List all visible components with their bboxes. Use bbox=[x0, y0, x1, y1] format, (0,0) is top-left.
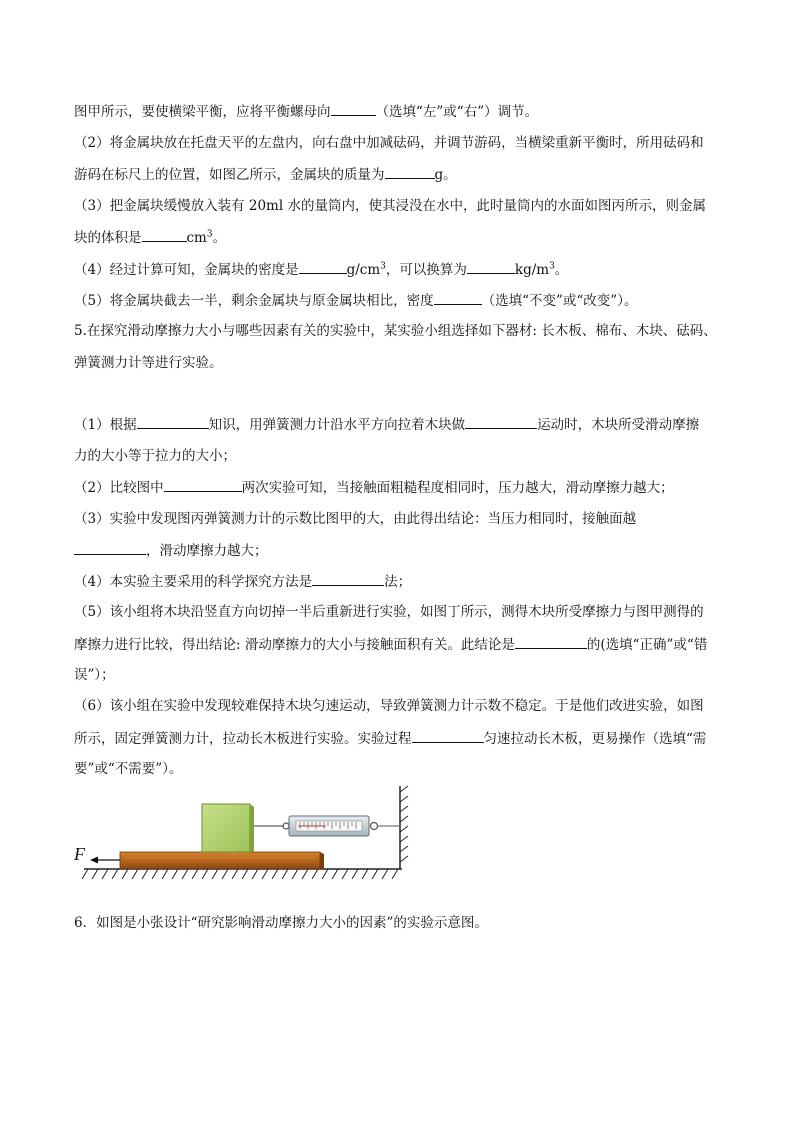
q5-part-2-text: （2）比较图中 bbox=[74, 480, 164, 496]
q5-part-4-text: （4）本实验主要采用的科学探究方法是 bbox=[74, 574, 313, 590]
q4-line-7-suffix: （选填“不变”或“改变”）。 bbox=[481, 293, 638, 309]
q5-intro-1: 5.在探究滑动摩擦力大小与哪些因素有关的实验中，某实验小组选择如下器材: 长木板、棉布、木块、砝码、 bbox=[74, 323, 717, 339]
answer-blank-density-change[interactable] bbox=[434, 291, 482, 305]
q5-part-6a: （6）该小组在实验中发现较难保持木块匀速运动，导致弹簧测力计示数不稳定。于是他们改进实验，如图 bbox=[74, 698, 704, 714]
q5-part-1a-suffix: 运动时，木块所受滑动摩擦 bbox=[537, 417, 700, 433]
q4-line-6-mid: ，可以换算为 bbox=[385, 262, 467, 278]
q4-line-3 bbox=[74, 165, 724, 184]
q4-line-6 bbox=[74, 260, 724, 279]
answer-blank-balance-nut[interactable] bbox=[331, 102, 376, 116]
q5-part-6b-suffix: 匀速拉动长木板，更易操作（选填“需 bbox=[483, 731, 707, 747]
q5-intro-2: 弹簧测力计等进行实验。 bbox=[74, 355, 223, 371]
wooden-block bbox=[202, 804, 254, 852]
unit-exponent: 3 bbox=[206, 229, 213, 240]
answer-blank-method[interactable] bbox=[312, 572, 384, 586]
unit-kg-m3: kg/m bbox=[514, 262, 550, 278]
unit-g-cm3: g/cm bbox=[346, 262, 381, 278]
q4-line-2: （2）将金属块放在托盘天平的左盘内，向右盘中加减砝码，并调节游码，当横梁重新平衡时，所用砝码和 bbox=[74, 135, 704, 151]
q4-line-5 bbox=[74, 228, 724, 247]
q5-part-2-suffix: 两次实验可知，当接触面粗糙程度相同时，压力越大，滑动摩擦力越大； bbox=[241, 480, 674, 496]
q5-part-1a-text: （1）根据 bbox=[74, 417, 137, 433]
q5-part-2 bbox=[74, 478, 724, 497]
q4-line-7-text: （5）将金属块截去一半，剩余金属块与原金属块相比，密度 bbox=[74, 293, 434, 309]
q4-line-3-text: 游码在标尺上的位置，如图乙所示，金属块的质量为 bbox=[74, 167, 385, 183]
long-wooden-board bbox=[120, 852, 324, 869]
answer-blank-density-gcm3[interactable] bbox=[299, 260, 347, 274]
q5-part-4 bbox=[74, 572, 724, 591]
q6-text: 6．如图是小张设计“研究影响滑动摩擦力大小的因素”的实验示意图。 bbox=[74, 915, 488, 931]
q5-part-1a bbox=[74, 415, 724, 434]
q4-line-1-text: 图甲所示，要使横梁平衡，应将平衡螺母向 bbox=[74, 104, 331, 120]
q5-part-1b: 力的大小等于拉力的大小； bbox=[74, 448, 236, 464]
q4-line-3-unit: g。 bbox=[434, 167, 457, 183]
q4-line-4: （3）把金属块缓慢放入装有 20ml 水的量筒内，使其浸没在水中，此时量筒内的水面如图丙所示，则金属 bbox=[74, 198, 706, 214]
answer-blank-uniform[interactable] bbox=[412, 729, 484, 743]
q4-line-5-suffix: 。 bbox=[212, 230, 227, 246]
q5-part-3a: （3）实验中发现图丙弹簧测力计的示数比图甲的大，由此得出结论：当压力相同时，接触面越 bbox=[74, 511, 637, 527]
unit-exponent: 3 bbox=[549, 261, 555, 272]
q4-line-5-text: 块的体积是 bbox=[74, 230, 142, 246]
unit-cm: cm bbox=[186, 230, 207, 246]
answer-blank-volume[interactable] bbox=[142, 228, 187, 242]
q5-part-5b-suffix: 的(选填“正确”或“错 bbox=[586, 637, 708, 653]
answer-blank-knowledge[interactable] bbox=[137, 415, 209, 429]
q4-line-6-text: （4）经过计算可知，金属块的密度是 bbox=[74, 262, 299, 278]
q5-part-6c: 要”或“不需要”）。 bbox=[74, 761, 183, 777]
friction-experiment-figure bbox=[70, 782, 410, 886]
answer-blank-conclusion[interactable] bbox=[515, 635, 587, 649]
q5-part-1a-mid: 知识，用弹簧测力计沿水平方向拉着木块做 bbox=[208, 417, 466, 433]
wall bbox=[400, 786, 408, 869]
ground bbox=[82, 869, 402, 879]
q5-part-5b bbox=[74, 635, 724, 654]
q5-part-3b bbox=[74, 541, 724, 560]
answer-blank-surface[interactable] bbox=[74, 541, 146, 555]
answer-blank-motion[interactable] bbox=[465, 415, 537, 429]
q4-line-7 bbox=[74, 291, 724, 310]
spring-scale bbox=[283, 816, 400, 836]
q4-line-6-suffix: 。 bbox=[554, 262, 569, 278]
answer-blank-density-kgm3[interactable] bbox=[467, 260, 515, 274]
answer-blank-compare[interactable] bbox=[164, 478, 242, 492]
q5-part-3b-text: ，滑动摩擦力越大； bbox=[146, 543, 268, 559]
q5-part-5a: （5）该小组将木块沿竖直方向切掉一半后重新进行实验，如图丁所示，测得木块所受摩擦力与图甲测得的 bbox=[74, 604, 704, 620]
q5-part-6b-text: 所示，固定弹簧测力计，拉动长木板进行实验。实验过程 bbox=[74, 731, 412, 747]
q5-part-5b-text: 摩擦力进行比较，得出结论: 滑动摩擦力的大小与接触面积有关。此结论是 bbox=[74, 637, 515, 653]
q5-part-4-suffix: 法； bbox=[384, 574, 412, 590]
unit-exponent: 3 bbox=[380, 261, 386, 272]
q4-line-1-suffix: （选填“左”或“右”）调节。 bbox=[375, 104, 539, 120]
force-arrow bbox=[90, 857, 120, 864]
force-label: F bbox=[74, 844, 85, 864]
q4-line-1 bbox=[74, 102, 724, 121]
answer-blank-mass[interactable] bbox=[385, 165, 435, 179]
q5-part-6b bbox=[74, 729, 724, 748]
q5-part-5c: 误”）； bbox=[74, 667, 115, 683]
